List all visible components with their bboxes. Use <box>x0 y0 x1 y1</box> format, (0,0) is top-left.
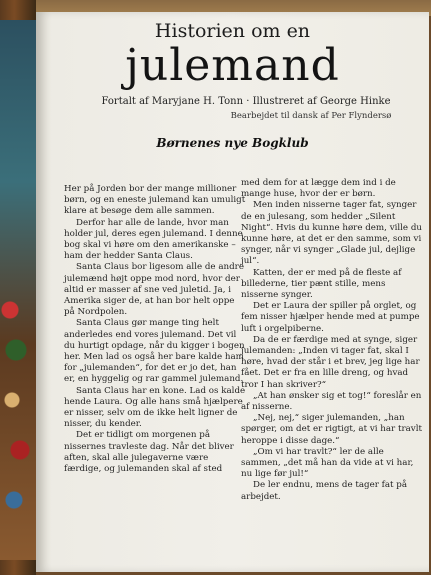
title-top: Historien om en <box>154 20 311 42</box>
byline: Fortalt af Maryjane H. Tonn · Illustreret af George Hinke <box>101 96 391 107</box>
book-page <box>36 12 429 572</box>
text-column-right <box>241 178 425 503</box>
adaptation-credit: Bearbejdet til dansk af Per Flyndersø <box>230 111 392 121</box>
publisher-name: Børnenes nye Bogklub <box>156 136 309 150</box>
paragraph: Santa Claus har en kone. Lad os kalde hende Laura. Og alle hans små hjælpere er nisser, selv om de ikke helt ligner de nisser, du kender. <box>64 385 246 430</box>
book-cover-edge <box>0 0 36 575</box>
paragraph: „Om vi har travlt?“ ler de alle sammen, „det må han da vide at vi har, nu lige før jul!“ <box>241 446 414 480</box>
paragraph: De ler endnu, mens de tager fat på arbejdet. <box>241 480 408 502</box>
paragraph: „At han ønsker sig et tog!“ foreslår en af nisserne. <box>241 390 422 413</box>
paragraph: Derfor har alle de lande, hvor man holder jul, deres egen julemand. I denne bog skal vi høre om den amerikanske – ham der hedder Santa Claus. <box>64 217 243 262</box>
paragraph: Det er tidligt om morgenen på nissernes travleste dag. Når det bliver aften, skal alle julegaverne være færdige, og julemanden skal af sted <box>64 430 234 475</box>
paragraph: Santa Claus bor ligesom alle de andre julemænd højt oppe mod nord, hvor der altid er masser af sne ved juletid. Ja, i Amerika siger de, at han bor helt oppe på Nordpolen. <box>64 262 244 318</box>
paragraph: Men inden nisserne tager fat, synger de en julesang, som hedder „Silent Night“. Hvis du kunne høre dem, ville du kunne høre, at det er den samme, som vi synger, når vi synger „Glade jul, dejlige jul“. <box>241 200 422 267</box>
title-main: julemand <box>125 40 340 91</box>
paragraph: „Nej, nej,“ siger julemanden, „han spørger, om det er rigtigt, at vi har travlt heroppe i disse dage.“ <box>241 413 422 446</box>
paragraph: Her på Jorden bor der mange millioner børn, og en eneste julemand kan umuligt klare at besøge dem alle sammen. <box>64 184 246 217</box>
paragraph: med dem for at lægge dem ind i de mange huse, hvor der er børn. <box>241 178 396 200</box>
paragraph: Da de er færdige med at synge, siger julemanden: „Inden vi tager fat, skal I høre, hvad der står i et brev, jeg lige har fået. Det er fra en lille dreng, og hvad tror I han skriver?“ <box>241 334 420 390</box>
text-column-left <box>64 184 246 475</box>
paragraph: Det er Laura der spiller på orglet, og fem nisser hjælper hende med at pumpe luft i orgelpiberne. <box>241 301 420 334</box>
cover-illustration <box>0 20 36 560</box>
paragraph: Santa Claus gør mange ting helt anderledes end vores julemand. Det vil du hurtigt opdage, når du kigger i bogen her. Men lad os også her bare kalde ham for „julemanden“, for det er jo det, han er, en hyggelig og rar gammel julemand. <box>64 318 245 385</box>
paragraph: Katten, der er med på de fleste af billederne, tier pænt stille, mens nisserne synger. <box>241 267 402 301</box>
